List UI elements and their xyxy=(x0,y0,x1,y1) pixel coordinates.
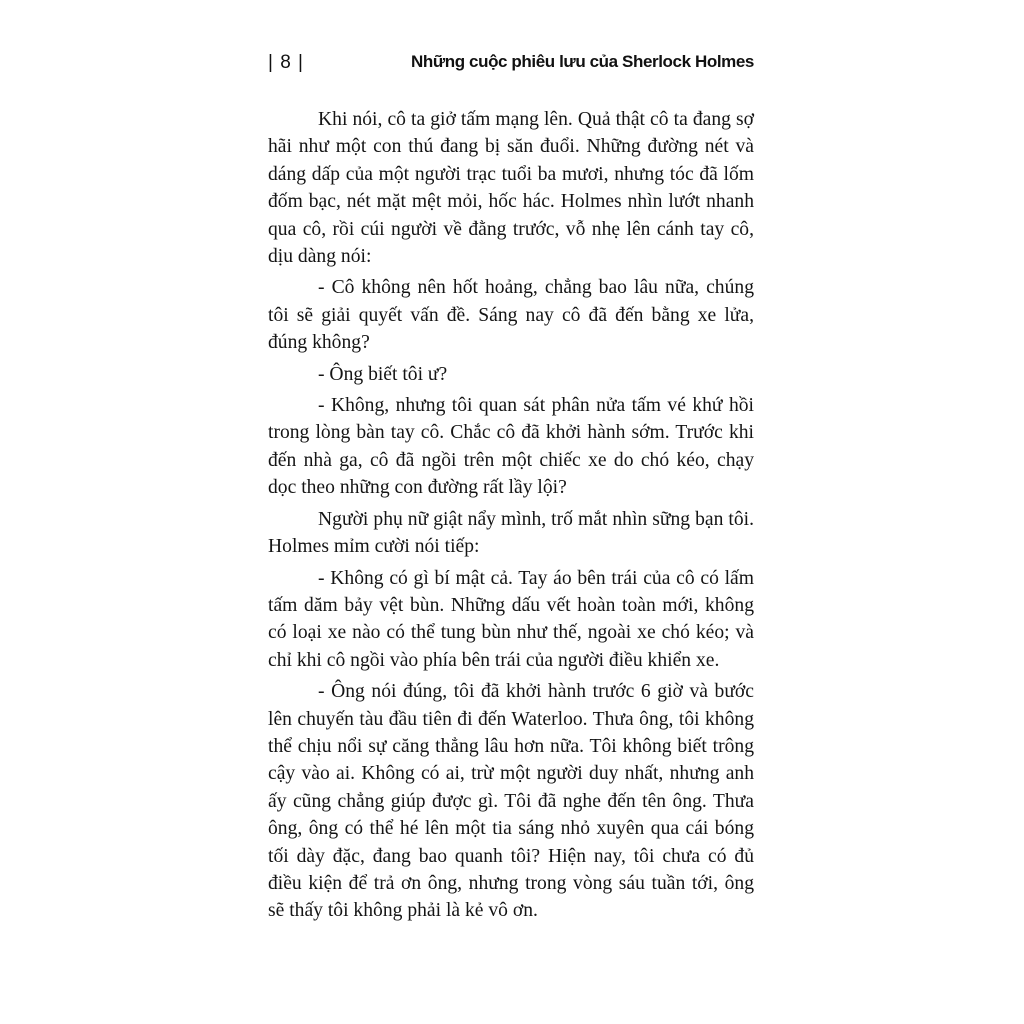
paragraph: - Ông biết tôi ư? xyxy=(318,363,448,385)
paragraph: - Cô không nên hốt hoảng, chẳng bao lâu nữa, chúng tôi sẽ giải quyết vấn đề. Sáng nay cô đã đến bằng xe lửa, đúng không? xyxy=(268,277,754,354)
page-number: | 8 | xyxy=(268,52,304,73)
paragraph: - Không, nhưng tôi quan sát phân nửa tấm vé khứ hồi trong lòng bàn tay cô. Chắc cô đã khởi hành sớm. Trước khi đến nhà ga, cô đã ngồi trên một chiếc xe do chó kéo, chạy dọc theo những con đường rất lầy lội? xyxy=(268,395,754,499)
running-title: Những cuộc phiêu lưu của Sherlock Holmes xyxy=(410,52,754,71)
body-text xyxy=(268,106,754,929)
paragraph: - Không có gì bí mật cả. Tay áo bên trái của cô có lấm tấm dăm bảy vệt bùn. Những dấu vết hoàn toàn mới, không có loại xe nào có thể tung bùn như thế, ngoài xe chó kéo; và chỉ khi cô ngồi vào phía bên trái của người điều khiển xe. xyxy=(268,567,754,671)
paragraph: - Ông nói đúng, tôi đã khởi hành trước 6 giờ và bước lên chuyến tàu đầu tiên đi đến Waterloo. Thưa ông, tôi không thể chịu nổi sự căng thẳng lâu hơn nữa. Tôi không biết trông cậy vào ai. Không có ai, trừ một người duy nhất, nhưng anh ấy cũng chẳng giúp được gì. Tôi đã nghe đến tên ông. Thưa ông, ông có thể hé lên một tia sáng nhỏ xuyên qua cái bóng tối dày đặc, đang bao quanh tôi? Hiện nay, tôi chưa có đủ điều kiện để trả ơn ông, nhưng trong vòng sáu tuần tới, ông sẽ thấy tôi không phải là kẻ vô ơn. xyxy=(268,681,754,922)
page-header xyxy=(268,52,754,82)
paragraph: Người phụ nữ giật nẩy mình, trố mắt nhìn sững bạn tôi. Holmes mỉm cười nói tiếp: xyxy=(268,508,754,558)
paragraph: Khi nói, cô ta giở tấm mạng lên. Quả thật cô ta đang sợ hãi như một con thú đang bị săn đuổi. Những đường nét và dáng dấp của một người trạc tuổi ba mươi, nhưng tóc đã lốm đốm bạc, nét mặt mệt mỏi, hốc hác. Holmes nhìn lướt nhanh qua cô, rồi cúi người về đằng trước, vỗ nhẹ lên cánh tay cô, dịu dàng nói: xyxy=(268,109,754,268)
